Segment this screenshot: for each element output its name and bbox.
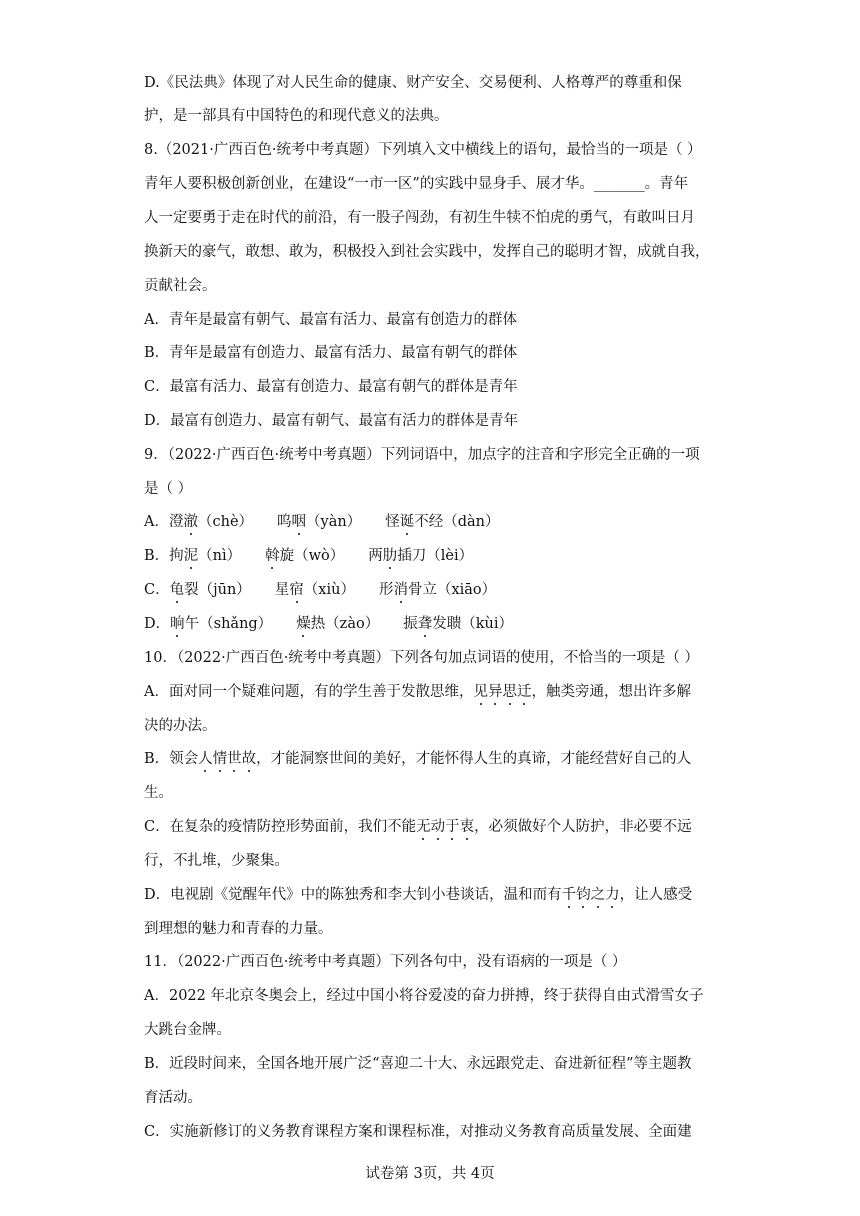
q8-option-b: B．青年是最富有创造力、最富有活力、最富有朝气的群体 [144, 345, 518, 361]
q10-option-d-line1: D．电视剧《觉醒年代》中的陈独秀和李大钊小巷谈话，温和而有千钧之力，让人感受 [144, 887, 693, 903]
q9-option-c: C．龟裂（jūn） 星宿（xiù） 形消骨立（xiāo） [144, 582, 497, 598]
q10-option-a-line2: 决的办法。 [144, 718, 217, 734]
q8-passage-line3: 换新天的豪气，敢想、敢为，积极投入到社会实践中，发挥自己的聪明才智，成就自我， [144, 244, 710, 260]
q10-option-d-line2: 到理想的魅力和青春的力量。 [144, 921, 333, 937]
q10-option-b-line1: B．领会人情世故，才能洞察世间的美好，才能怀得人生的真谛，才能经营好自己的人 [144, 751, 692, 767]
q7-option-d-line1: D.《民法典》体现了对人民生命的健康、财产安全、交易便利、人格尊严的尊重和保 [144, 75, 682, 91]
q11-option-b-line2: 育活动。 [144, 1090, 202, 1106]
q10-option-c-line1: C．在复杂的疫情防控形势面前，我们不能无动于衷，必须做好个人防护，非必要不远 [144, 819, 692, 835]
q9-option-b: B．拘泥（nì） 斡旋（wò） 两肋插刀（lèi） [144, 548, 474, 564]
q10-option-a-line1: A．面对同一个疑难问题，有的学生善于发散思维，见异思迁，触类旁通，想出许多解 [144, 684, 691, 700]
q7-option-d-line2: 护，是一部具有中国特色的和现代意义的法典。 [144, 108, 449, 124]
q10-option-c-line2: 行，不扎堆，少聚集。 [144, 853, 289, 869]
q8-stem: 8.（2021·广西百色·统考中考真题）下列填入文中横线上的语句，最恰当的一项是（ ） [144, 142, 702, 158]
q8-passage-line4: 贡献社会。 [144, 278, 217, 294]
q11-option-a-line1: A．2022 年北京冬奥会上，经过中国小将谷爱凌的奋力拼搏，终于获得自由式滑雪女子 [144, 988, 704, 1004]
q8-option-a: A．青年是最富有朝气、最富有活力、最富有创造力的群体 [144, 312, 517, 328]
q10-stem: 10．（2022·广西百色·统考中考真题）下列各句加点词语的使用，不恰当的一项是（ ） [144, 650, 699, 666]
q11-stem: 11．（2022·广西百色·统考中考真题）下列各句中，没有语病的一项是（ ） [144, 954, 627, 970]
q8-passage-line1: 青年人要积极创新创业，在建设“一市一区”的实践中显身手、展才华。_______。青年 [144, 176, 689, 192]
q8-option-c: C．最富有活力、最富有创造力、最富有朝气的群体是青年 [144, 379, 518, 395]
q9-stem-line1: 9．（2022·广西百色·统考中考真题）下列词语中，加点字的注音和字形完全正确的一项 [144, 447, 700, 463]
q9-option-a: A．澄澈（chè） 呜咽（yàn） 怪诞不经（dàn） [144, 514, 500, 530]
q8-option-d: D．最富有创造力、最富有朝气、最富有活力的群体是青年 [144, 413, 519, 429]
q11-option-c-line1: C．实施新修订的义务教育课程方案和课程标准，对推动义务教育高质量发展、全面建 [144, 1124, 692, 1140]
page-footer: 试卷第 3页，共 4页 [365, 1166, 495, 1182]
q9-option-d: D．晌午（shǎng） 燥热（zào） 振聋发聩（kùi） [144, 616, 513, 632]
q8-passage-line2: 人一定要勇于走在时代的前沿，有一股子闯劲，有初生牛犊不怕虎的勇气，有敢叫日月 [144, 210, 695, 226]
q10-option-b-line2: 生。 [144, 785, 173, 801]
q11-option-a-line2: 大跳台金牌。 [144, 1022, 231, 1038]
q11-option-b-line1: B．近段时间来，全国各地开展广泛“喜迎二十大、永远跟党走、奋进新征程”等主题教 [144, 1056, 692, 1072]
q9-stem-line2: 是（ ） [144, 481, 193, 497]
